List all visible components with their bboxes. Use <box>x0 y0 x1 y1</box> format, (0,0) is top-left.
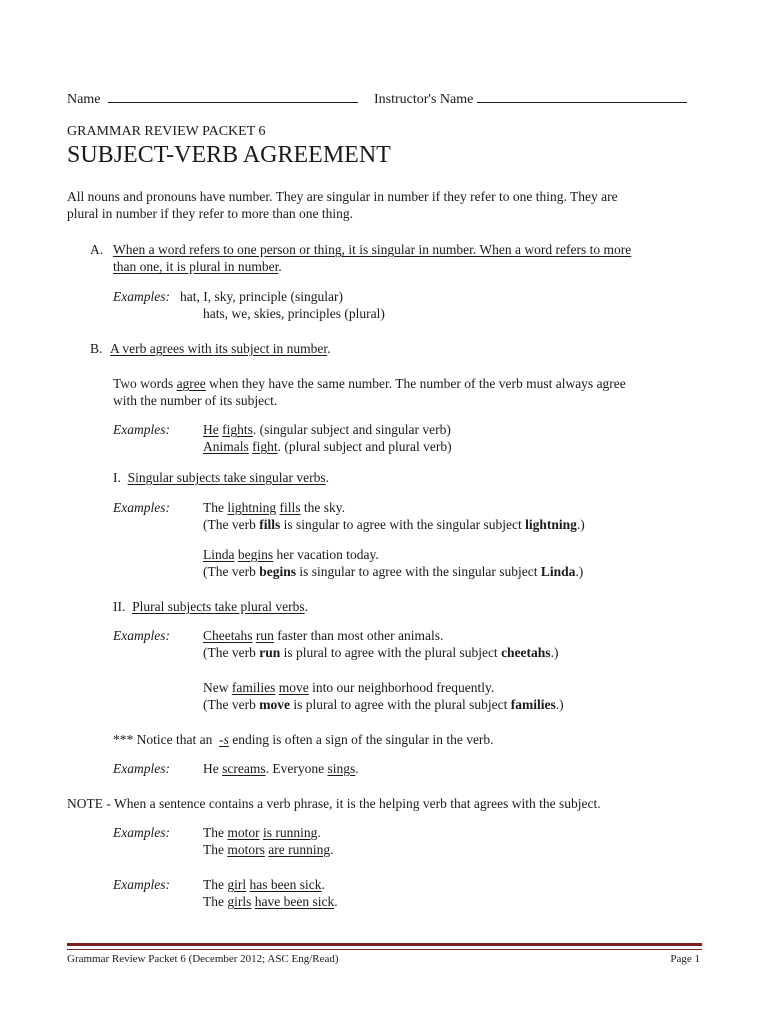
notice-example: He screams. Everyone sings. <box>203 761 359 776</box>
sub-2-examples-label: Examples: <box>113 628 170 643</box>
section-a-rule: When a word refers to one person or thing, it is singular in number. When a word refers to more than one, it is plural in number. <box>113 242 632 274</box>
footer-rule-thick <box>67 943 702 946</box>
note-example-2a: The girl has been sick. <box>203 877 325 892</box>
intro-paragraph <box>67 188 618 222</box>
page-title: SUBJECT-VERB AGREEMENT <box>67 142 391 168</box>
note-examples-label-1: Examples: <box>113 825 170 840</box>
section-b-example-2: Animals fight. (plural subject and plural verb) <box>203 439 452 454</box>
section-b-example-1: He fights. (singular subject and singular verb) <box>203 422 451 437</box>
name-blank-line <box>108 90 358 103</box>
packet-label: GRAMMAR REVIEW PACKET 6 <box>67 124 266 139</box>
sub-1-example-a-note: (The verb fills is singular to agree with the singular subject lightning.) <box>203 517 585 532</box>
instructor-label: Instructor's Name <box>374 92 474 107</box>
sub-2-example-b: New families move into our neighborhood frequently. <box>203 680 495 695</box>
sub-2-example-a-note: (The verb run is plural to agree with the plural subject cheetahs.) <box>203 645 559 660</box>
section-b-examples-label: Examples: <box>113 422 170 437</box>
footer-left: Grammar Review Packet 6 (December 2012; ASC Eng/Read) <box>67 953 339 965</box>
name-field <box>67 90 358 108</box>
note-examples-label-2: Examples: <box>113 877 170 892</box>
footer-rule-thin <box>67 949 702 950</box>
sub-2-example-b-note: (The verb move is plural to agree with the plural subject families.) <box>203 697 564 712</box>
section-a-rule-line-2: than one, it is plural in number <box>113 259 279 274</box>
s-ending: -s <box>219 732 229 747</box>
intro-line-2: plural in number if they refer to more than one thing. <box>67 206 354 221</box>
note-line: NOTE - When a sentence contains a verb phrase, it is the helping verb that agrees with the subject. <box>67 796 601 811</box>
instructor-blank-line <box>477 90 687 103</box>
sub-1-heading: I. Singular subjects take singular verbs. <box>113 470 329 485</box>
section-b-letter: B. <box>90 341 103 356</box>
note-example-1a: The motor is running. <box>203 825 321 840</box>
sub-1-example-b-note: (The verb begins is singular to agree with the singular subject Linda.) <box>203 564 584 579</box>
sub-1-examples-label: Examples: <box>113 500 170 515</box>
notice-line: *** Notice that an -s ending is often a sign of the singular in the verb. <box>113 732 494 747</box>
sub-2-example-a: Cheetahs run faster than most other animals. <box>203 628 444 643</box>
sub-1-example-a: The lightning fills the sky. <box>203 500 346 515</box>
sub-1-example-b: Linda begins her vacation today. <box>203 547 379 562</box>
section-a-example-1: hat, I, sky, principle (singular) <box>180 289 343 304</box>
agree-word: agree <box>176 376 206 391</box>
note-example-1b: The motors are running. <box>203 842 334 857</box>
section-a-rule-line-1: When a word refers to one person or thing, it is singular in number. When a word refers to more <box>113 242 632 257</box>
notice-examples-label: Examples: <box>113 761 170 776</box>
section-a-letter: A. <box>90 242 104 257</box>
note-example-2b: The girls have been sick. <box>203 894 338 909</box>
section-b-rule: A verb agrees with its subject in number. <box>110 341 331 356</box>
name-label: Name <box>67 92 101 107</box>
instructor-field <box>374 90 687 108</box>
intro-line-1: All nouns and pronouns have number. They are singular in number if they refer to one thing. They are <box>67 189 618 204</box>
section-a-example-2: hats, we, skies, principles (plural) <box>203 306 385 321</box>
footer-page-number: Page 1 <box>670 953 700 965</box>
sub-2-heading: II. Plural subjects take plural verbs. <box>113 599 308 614</box>
section-b-paragraph: Two words agree when they have the same number. The number of the verb must always agree with the number of its subject. <box>113 376 626 408</box>
section-a-examples-label: Examples: <box>113 289 170 304</box>
